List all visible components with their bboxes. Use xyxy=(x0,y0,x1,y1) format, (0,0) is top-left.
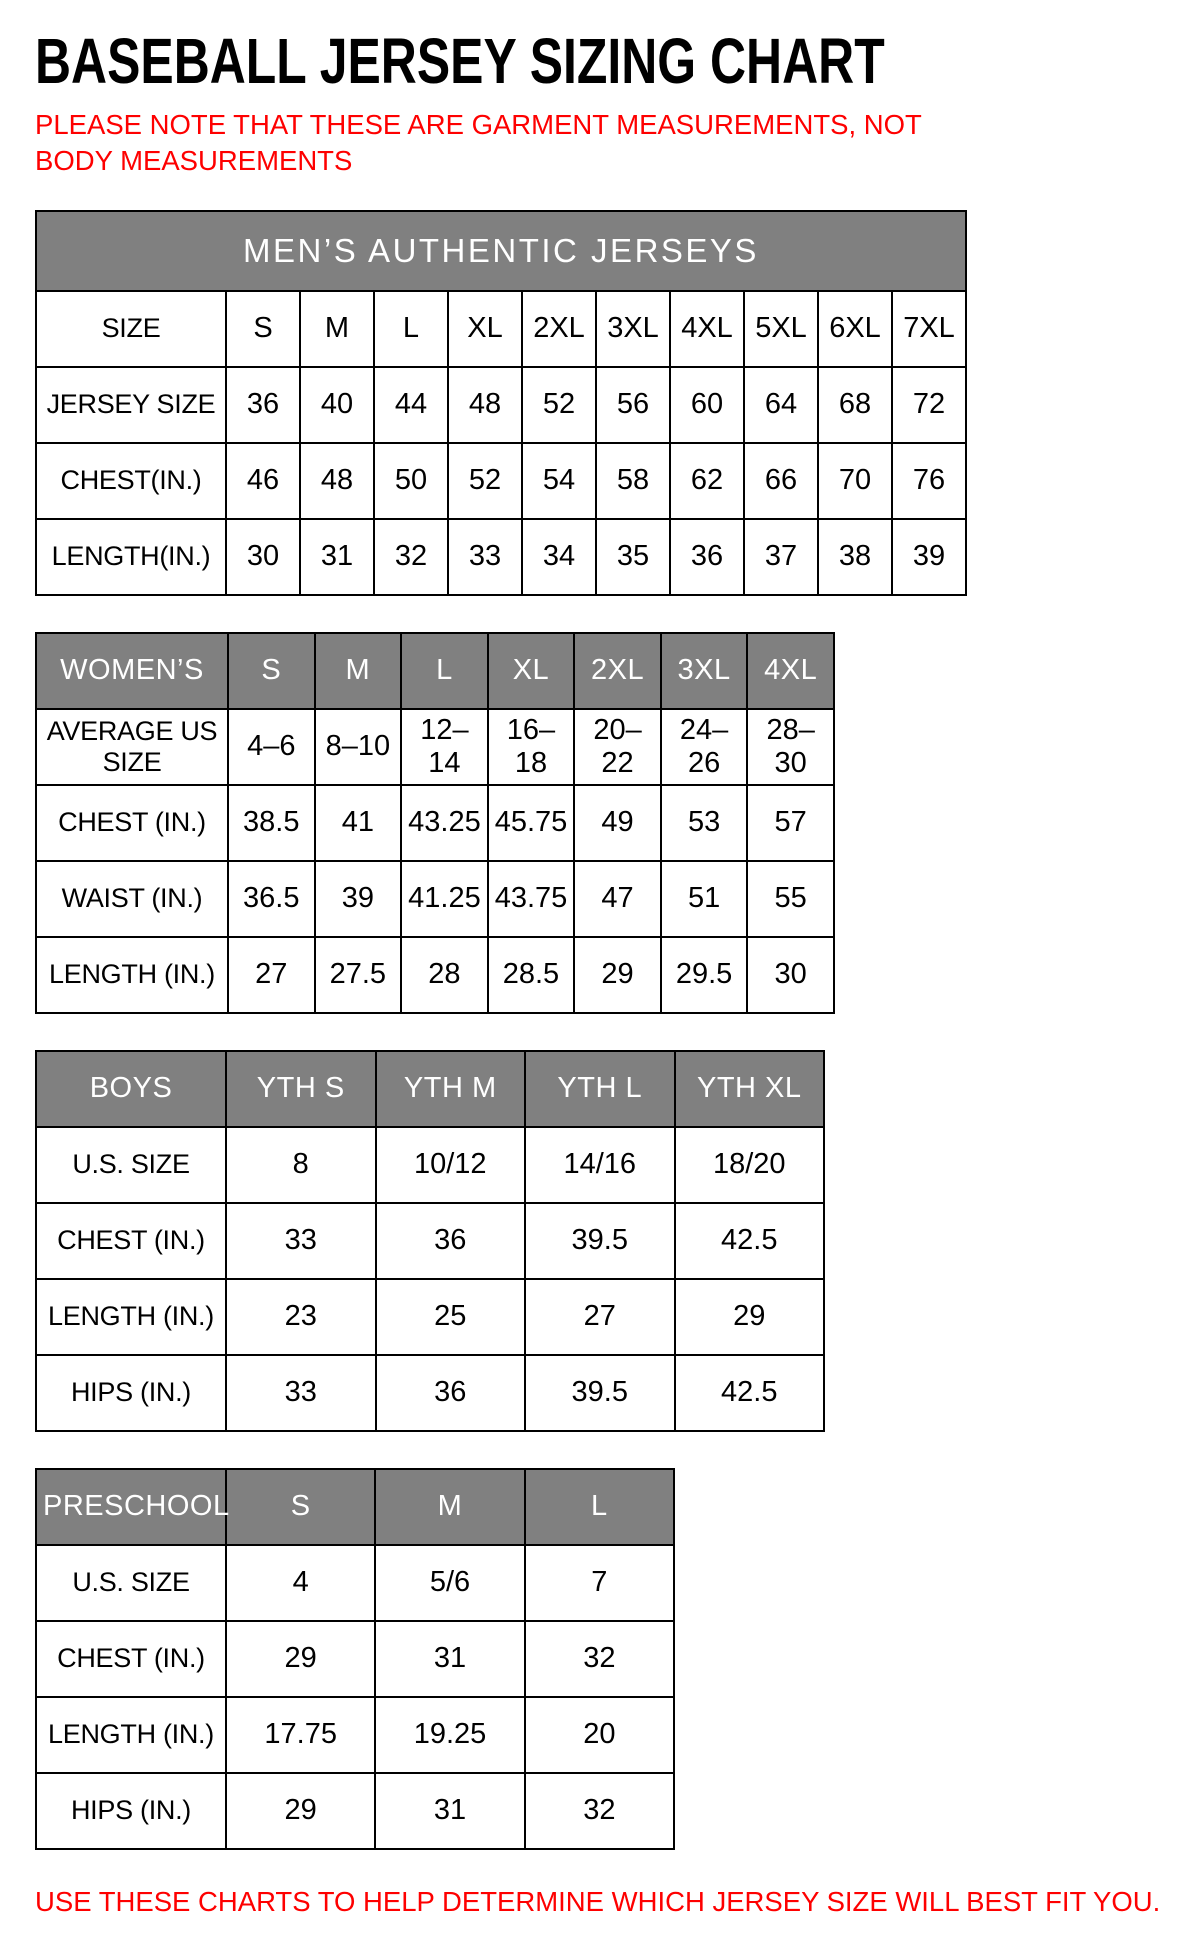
size-value: 4XL xyxy=(670,291,744,367)
size-value: 40 xyxy=(300,367,374,443)
size-value: 62 xyxy=(670,443,744,519)
size-value: 29 xyxy=(226,1621,375,1697)
table-row xyxy=(36,1355,824,1431)
size-value: 32 xyxy=(374,519,448,595)
table-row xyxy=(36,1773,674,1849)
size-value: 72 xyxy=(892,367,966,443)
size-value: 52 xyxy=(448,443,522,519)
column-header: XL xyxy=(488,633,575,709)
row-label: U.S. SIZE xyxy=(36,1545,226,1621)
column-header: YTH XL xyxy=(675,1051,825,1127)
size-value: 68 xyxy=(818,367,892,443)
size-value: 36 xyxy=(376,1203,526,1279)
size-value: 37 xyxy=(744,519,818,595)
row-label: CHEST (IN.) xyxy=(36,1203,226,1279)
size-value: 39 xyxy=(892,519,966,595)
size-value: 44 xyxy=(374,367,448,443)
size-value: 17.75 xyxy=(226,1697,375,1773)
size-value: 28–30 xyxy=(747,709,834,785)
header-row xyxy=(36,1469,674,1545)
row-label: HIPS (IN.) xyxy=(36,1355,226,1431)
size-value: 27 xyxy=(525,1279,675,1355)
size-value: 66 xyxy=(744,443,818,519)
size-value: 39 xyxy=(315,861,402,937)
size-value: 36.5 xyxy=(228,861,315,937)
size-value: 38.5 xyxy=(228,785,315,861)
measurement-note: PLEASE NOTE THAT THESE ARE GARMENT MEASUREMENTS, NOT BODY MEASUREMENTS xyxy=(35,109,922,177)
size-value: 35 xyxy=(596,519,670,595)
size-value: 54 xyxy=(522,443,596,519)
size-value: 34 xyxy=(522,519,596,595)
size-value: 50 xyxy=(374,443,448,519)
size-value: 64 xyxy=(744,367,818,443)
size-value: 58 xyxy=(596,443,670,519)
size-value: 33 xyxy=(448,519,522,595)
column-header: M xyxy=(315,633,402,709)
womens-sizing-table xyxy=(35,632,835,1014)
table-title-cell: WOMEN’S xyxy=(36,633,228,709)
size-value: 31 xyxy=(375,1621,524,1697)
column-header: YTH S xyxy=(226,1051,376,1127)
size-value: XL xyxy=(448,291,522,367)
row-label: CHEST(IN.) xyxy=(36,443,226,519)
size-value: 5XL xyxy=(744,291,818,367)
row-label: WAIST (IN.) xyxy=(36,861,228,937)
size-value: 4–6 xyxy=(228,709,315,785)
column-header: L xyxy=(525,1469,674,1545)
size-value: 7 xyxy=(525,1545,674,1621)
page-title-text: BASEBALL JERSEY SIZING CHART xyxy=(35,25,885,97)
size-value: 30 xyxy=(747,937,834,1013)
size-value: 53 xyxy=(661,785,748,861)
size-value: 32 xyxy=(525,1773,674,1849)
row-label: CHEST (IN.) xyxy=(36,1621,226,1697)
header-row xyxy=(36,1051,824,1127)
size-value: 3XL xyxy=(596,291,670,367)
size-value: 41.25 xyxy=(401,861,488,937)
size-value: S xyxy=(226,291,300,367)
column-header: YTH L xyxy=(525,1051,675,1127)
row-label: JERSEY SIZE xyxy=(36,367,226,443)
size-value: 36 xyxy=(376,1355,526,1431)
size-value: 41 xyxy=(315,785,402,861)
size-value: 31 xyxy=(300,519,374,595)
size-value: 24–26 xyxy=(661,709,748,785)
size-value: 27 xyxy=(228,937,315,1013)
column-header: L xyxy=(401,633,488,709)
size-value: M xyxy=(300,291,374,367)
banner-row xyxy=(36,211,966,291)
size-value: 55 xyxy=(747,861,834,937)
row-label: AVERAGE US SIZE xyxy=(36,709,228,785)
table-row xyxy=(36,937,834,1013)
size-value: 43.75 xyxy=(488,861,575,937)
size-value: 4 xyxy=(226,1545,375,1621)
size-value: 29 xyxy=(226,1773,375,1849)
size-value: 38 xyxy=(818,519,892,595)
size-value: 6XL xyxy=(818,291,892,367)
size-value: 36 xyxy=(670,519,744,595)
size-value: 2XL xyxy=(522,291,596,367)
size-value: 33 xyxy=(226,1355,376,1431)
size-value: 28.5 xyxy=(488,937,575,1013)
size-value: 20 xyxy=(525,1697,674,1773)
table-row xyxy=(36,785,834,861)
size-value: 42.5 xyxy=(675,1203,825,1279)
size-value: 8–10 xyxy=(315,709,402,785)
column-header: 2XL xyxy=(574,633,661,709)
table-banner: MEN’S AUTHENTIC JERSEYS xyxy=(36,211,966,291)
row-label: LENGTH (IN.) xyxy=(36,1279,226,1355)
size-value: 32 xyxy=(525,1621,674,1697)
size-value: 70 xyxy=(818,443,892,519)
boys-sizing-table xyxy=(35,1050,825,1432)
table-row xyxy=(36,1279,824,1355)
size-value: 52 xyxy=(522,367,596,443)
table-row xyxy=(36,1621,674,1697)
size-value: 60 xyxy=(670,367,744,443)
header-row xyxy=(36,633,834,709)
table-row xyxy=(36,367,966,443)
size-value: 39.5 xyxy=(525,1355,675,1431)
size-value: 19.25 xyxy=(375,1697,524,1773)
row-label: LENGTH (IN.) xyxy=(36,1697,226,1773)
column-header: 4XL xyxy=(747,633,834,709)
table-row xyxy=(36,519,966,595)
size-value: 47 xyxy=(574,861,661,937)
size-value: 28 xyxy=(401,937,488,1013)
size-value: L xyxy=(374,291,448,367)
column-header: S xyxy=(226,1469,375,1545)
table-row xyxy=(36,443,966,519)
size-value: 49 xyxy=(574,785,661,861)
size-value: 39.5 xyxy=(525,1203,675,1279)
size-value: 23 xyxy=(226,1279,376,1355)
size-value: 46 xyxy=(226,443,300,519)
row-label: HIPS (IN.) xyxy=(36,1773,226,1849)
size-value: 20–22 xyxy=(574,709,661,785)
size-value: 29.5 xyxy=(661,937,748,1013)
table-row xyxy=(36,1545,674,1621)
table-row xyxy=(36,291,966,367)
size-value: 43.25 xyxy=(401,785,488,861)
size-value: 27.5 xyxy=(315,937,402,1013)
table-row xyxy=(36,1203,824,1279)
column-header: 3XL xyxy=(661,633,748,709)
size-value: 8 xyxy=(226,1127,376,1203)
size-value: 57 xyxy=(747,785,834,861)
size-value: 76 xyxy=(892,443,966,519)
table-row xyxy=(36,709,834,785)
preschool-sizing-table xyxy=(35,1468,675,1850)
page-title xyxy=(35,25,1165,97)
table-row xyxy=(36,1127,824,1203)
size-value: 14/16 xyxy=(525,1127,675,1203)
table-row xyxy=(36,1697,674,1773)
size-value: 33 xyxy=(226,1203,376,1279)
row-label: LENGTH (IN.) xyxy=(36,937,228,1013)
column-header: M xyxy=(375,1469,524,1545)
size-value: 36 xyxy=(226,367,300,443)
column-header: YTH M xyxy=(376,1051,526,1127)
size-value: 16–18 xyxy=(488,709,575,785)
row-label: LENGTH(IN.) xyxy=(36,519,226,595)
size-value: 48 xyxy=(300,443,374,519)
row-label: CHEST (IN.) xyxy=(36,785,228,861)
size-value: 18/20 xyxy=(675,1127,825,1203)
column-header: S xyxy=(228,633,315,709)
size-value: 29 xyxy=(574,937,661,1013)
size-value: 7XL xyxy=(892,291,966,367)
row-label: U.S. SIZE xyxy=(36,1127,226,1203)
size-value: 30 xyxy=(226,519,300,595)
size-value: 12–14 xyxy=(401,709,488,785)
table-row xyxy=(36,861,834,937)
table-title-cell: BOYS xyxy=(36,1051,226,1127)
table-title-cell: PRESCHOOL xyxy=(36,1469,226,1545)
size-value: 42.5 xyxy=(675,1355,825,1431)
mens-sizing-table xyxy=(35,210,967,596)
size-value: 5/6 xyxy=(375,1545,524,1621)
size-value: 25 xyxy=(376,1279,526,1355)
size-value: 45.75 xyxy=(488,785,575,861)
footer-note: USE THESE CHARTS TO HELP DETERMINE WHICH JERSEY SIZE WILL BEST FIT YOU. xyxy=(35,1885,1161,1917)
size-value: 48 xyxy=(448,367,522,443)
size-value: 31 xyxy=(375,1773,524,1849)
size-value: 10/12 xyxy=(376,1127,526,1203)
row-label: SIZE xyxy=(36,291,226,367)
size-value: 51 xyxy=(661,861,748,937)
size-value: 29 xyxy=(675,1279,825,1355)
size-value: 56 xyxy=(596,367,670,443)
